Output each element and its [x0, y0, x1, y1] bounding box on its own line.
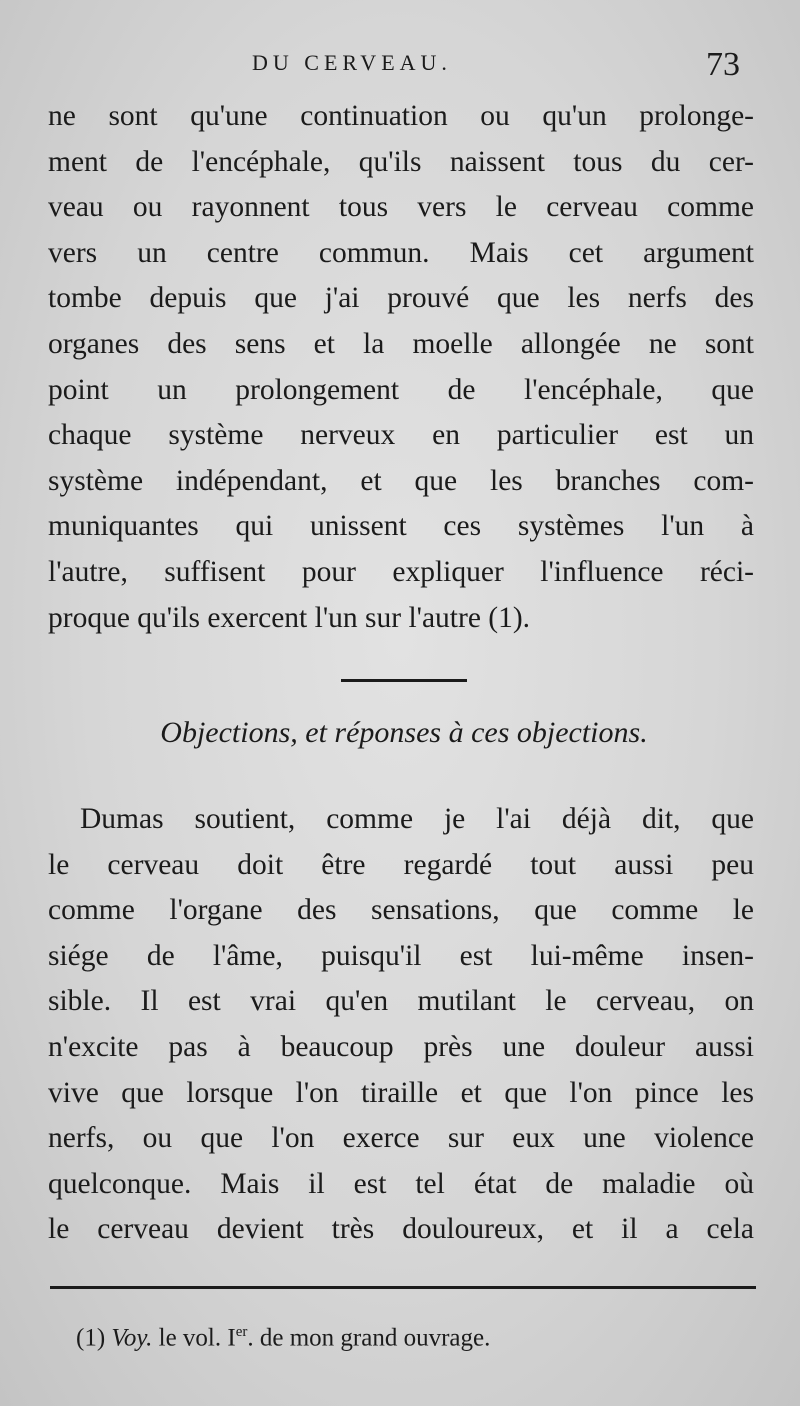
text-line: n'excite pas à beaucoup près une douleur aussi: [48, 1030, 754, 1063]
text-line: le cerveau devient très douloureux, et il a cela: [48, 1213, 754, 1246]
page-header: [0, 44, 800, 94]
text-line: l'autre, suffisent pour expliquer l'influence réci-: [48, 555, 754, 588]
footnote-divider: [50, 1286, 756, 1289]
footnote-marker: (1): [76, 1324, 106, 1352]
text-line: proque qu'ils exercent l'un sur l'autre (1).: [48, 601, 531, 634]
footnote-text: le vol. I: [158, 1324, 236, 1352]
text-line: chaque système nerveux en particulier est un: [48, 419, 754, 452]
text-line: quelconque. Mais il est tel état de maladie où: [48, 1167, 754, 1200]
text-line: point un prolongement de l'encéphale, que: [48, 373, 754, 406]
text-line: veau ou rayonnent tous vers le cerveau comme: [48, 191, 754, 224]
footnote-abbreviation: Voy.: [111, 1324, 153, 1352]
text-line: le cerveau doit être regardé tout aussi peu: [48, 848, 754, 881]
text-line: Dumas soutient, comme je l'ai déjà dit, que: [80, 803, 754, 835]
text-line: sible. Il est vrai qu'en mutilant le cerveau, on: [48, 985, 754, 1018]
footnote-superscript: er: [235, 1324, 248, 1340]
text-line: tombe depuis que j'ai prouvé que les nerfs des: [48, 282, 754, 315]
text-line: vers un centre commun. Mais cet argument: [48, 236, 754, 269]
text-line: système indépendant, et que les branches com-: [48, 464, 754, 497]
section-divider: [341, 679, 467, 682]
text-line: ment de l'encéphale, qu'ils naissent tous du cer-: [48, 145, 754, 178]
text-line: nerfs, ou que l'on exerce sur eux une violence: [48, 1122, 754, 1155]
text-line: organes des sens et la moelle allongée ne sont: [48, 327, 754, 360]
text-line: siége de l'âme, puisqu'il est lui-même insen-: [48, 939, 754, 972]
text-line: ne sont qu'une continuation ou qu'un prolonge-: [48, 100, 754, 132]
section-heading: Objections, et réponses à ces objections.: [160, 716, 648, 749]
footnote-text-end: . de mon grand ouvrage.: [247, 1324, 491, 1352]
text-line: muniquantes qui unissent ces systèmes l'un à: [48, 510, 754, 543]
text-line: vive que lorsque l'on tiraille et que l'on pince les: [48, 1076, 754, 1109]
page-number: 73: [706, 46, 740, 83]
footnote: [76, 1324, 490, 1352]
running-title: DU CERVEAU.: [252, 50, 452, 75]
paragraph-objections: [48, 797, 754, 1253]
paragraph-continuation: [48, 94, 754, 641]
text-line: comme l'organe des sensations, que comme le: [48, 894, 754, 927]
